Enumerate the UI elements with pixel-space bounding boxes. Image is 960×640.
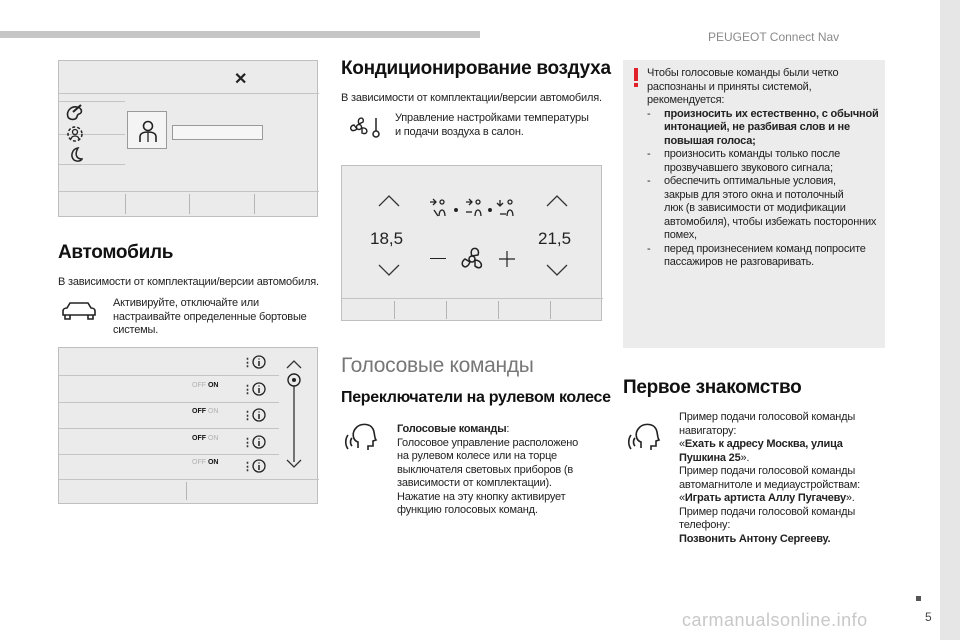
profile-tile	[127, 111, 167, 149]
page-number: 5	[925, 610, 932, 624]
more-icon: ⋮	[242, 461, 253, 473]
page-edge-strip	[940, 0, 960, 640]
recommendation-item: - обеспечить оптимальные условия, закрыв для этого окна и потолочный люк (в зависимости от модификации автомобиля), чтобы избежать посторонних помех,	[647, 175, 877, 241]
voice-commands-description: Голосовые команды: Голосовое управление расположено на рулевом колесе или на торце выключателя световых приборов (в зависимости от комплектации). Нажатие на эту кнопку активирует функцию голосовых команд.	[397, 423, 579, 516]
climate-description: Управление настройками температуры и подачи воздуха в салон.	[395, 112, 589, 138]
car-icon	[60, 300, 98, 322]
voice-command-icon	[627, 420, 663, 454]
close-icon: ✕	[234, 71, 248, 88]
palette-icon	[65, 103, 85, 121]
first-steps-heading: Первое знакомство	[623, 377, 802, 398]
info-icon	[252, 408, 266, 422]
recommendations-box	[623, 60, 885, 348]
info-icon	[252, 435, 266, 449]
toggle-2: OFF ON	[192, 408, 219, 415]
climate-intro: В зависимости от комплектации/версии автомобиля.	[341, 92, 602, 104]
vehicle-description: Активируйте, отключайте или настраивайте определенные бортовые системы.	[113, 297, 307, 336]
temp-left-down-icon	[377, 263, 401, 277]
info-icon	[252, 459, 266, 473]
temp-left-value: 18,5	[370, 229, 404, 248]
recommendation-item: - перед произнесением команд попросите пассажиров не разговаривать.	[647, 242, 866, 268]
page-marker	[916, 596, 921, 601]
person-icon	[136, 118, 160, 144]
climate-screen-illustration	[341, 165, 602, 321]
vehicle-intro: В зависимости от комплектации/версии автомобиля.	[58, 276, 319, 288]
more-icon: ⋮	[242, 410, 253, 422]
toggle-1: OFF ON	[192, 382, 219, 389]
settings-person-icon	[64, 124, 86, 144]
recommendations-text: Чтобы голосовые команды были четко распознаны и приняты системой, рекомендуется: - произносить их естественно, с обычной интонацией, не разбивая слов и не повышая голоса; - произносить команды только после прозвучавшего звукового сигнала; - обеспечить оптимальные условия, закрыв для этого окна и потолочный люк (в зависимости от модификации автомобиля), чтобы избежать посторонних помех, - перед произнесением команд попросите пассажиров не разговаривать.	[647, 67, 883, 270]
steering-controls-heading: Переключатели на рулевом колесе	[341, 389, 611, 406]
temp-right-down-icon	[545, 263, 569, 277]
climate-heading: Кондиционирование воздуха	[341, 58, 611, 79]
recommendation-item: - произносить их естественно, с обычной интонацией, не разбивая слов и не повышая голоса;	[647, 107, 879, 147]
vehicle-heading: Автомобиль	[58, 242, 174, 263]
info-icon	[252, 382, 266, 396]
profile-name-field	[172, 125, 263, 140]
warning-icon	[633, 68, 639, 88]
fan-icon	[457, 244, 487, 274]
more-icon: ⋮	[242, 384, 253, 396]
voice-command-icon	[344, 420, 380, 454]
voice-commands-heading: Голосовые команды	[341, 354, 534, 377]
toggle-4: OFF ON	[192, 459, 219, 466]
temp-right-up-icon	[545, 194, 569, 208]
temp-right-value: 21,5	[538, 229, 572, 248]
fan-minus-icon	[430, 258, 446, 259]
document-header: PEUGEOT Connect Nav	[708, 30, 840, 44]
scrollbar-illustration	[283, 358, 305, 470]
fan-temperature-icon	[346, 114, 384, 140]
temp-left-up-icon	[377, 194, 401, 208]
fan-plus-icon	[498, 250, 516, 268]
more-icon: ⋮	[242, 437, 253, 449]
air-distribution-icons	[426, 196, 522, 220]
recommendation-item: - произносить команды только после прозвучавшего звукового сигнала;	[647, 148, 840, 174]
info-icon	[252, 355, 266, 369]
watermark: carmanualsonline.info	[682, 610, 868, 630]
toggles-screen-illustration	[58, 347, 318, 504]
vehicle-screen-illustration	[58, 60, 318, 217]
moon-icon	[66, 146, 84, 164]
voice-examples: Пример подачи голосовой команды навигатору: «Ехать к адресу Москва, улица Пушкина 25». Пример подачи голосовой команды автомагнитоле и медиаустройствам: «Играть артиста Аллу Пугачеву». Пример подачи голосовой команды телефону: Позвонить Антону Сергееву.	[679, 411, 860, 545]
top-bar	[0, 31, 480, 38]
toggle-3: OFF ON	[192, 435, 219, 442]
more-icon: ⋮	[242, 357, 253, 369]
